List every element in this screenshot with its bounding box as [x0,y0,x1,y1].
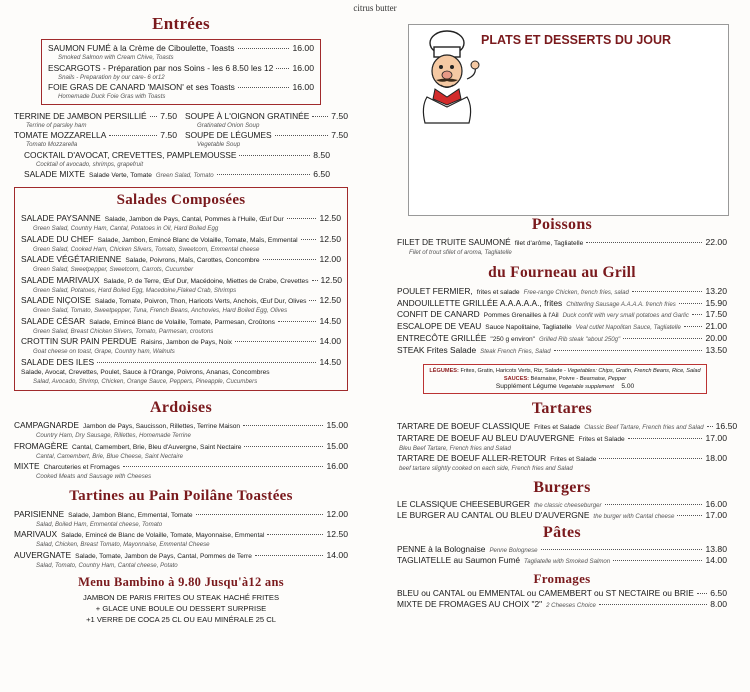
item-desc: Salade, Jambon Blanc, Emmental, Tomate [68,511,193,519]
item-desc: Salade, Jambon, Emincé Blanc de Volaille, Tomate, Maïs, Emmental [97,236,298,244]
menu-item [397,588,727,599]
item-name: TARTARE DE BOEUF CLASSIQUE [397,420,531,431]
menu-item [21,213,341,225]
item-desc: Sauce Napolitaine, Tagliatelle [485,324,572,331]
item-price: 21.00 [705,321,727,331]
dot-leader [301,239,317,240]
item-price: 17.50 [705,309,727,319]
menu-item [48,43,314,54]
item-price: 15.00 [326,420,348,430]
item-name: PARISIENNE [14,508,65,519]
item-price: 14.50 [319,356,341,367]
item-name: CONFIT DE CANARD [397,309,480,319]
menu-item [21,316,341,328]
item-desc-en: Homemade Duck Foie Gras with Toasts [58,93,166,100]
item-price: 14.00 [326,549,348,560]
menu-item [14,420,348,432]
menu-item [21,254,341,266]
item-price: 13.20 [705,285,727,296]
item-desc: Charcuteries et Fromages [43,464,120,471]
menu-item [14,111,177,122]
item-price: 17.00 [705,510,727,520]
bambino-line: JAMBON DE PARIS FRITES OU STEAK HACHÉ FRITES [82,593,280,602]
item-price: 13.80 [705,543,727,554]
item-price: 7.50 [160,130,177,140]
item-desc: Raisins, Jambon de Pays, Noix [140,339,232,346]
menu-item [397,333,727,345]
item-desc-en: Grilled Rib steak "about 250g" [539,336,621,343]
item-desc-en: Goat cheese on toast, Grape, Country ham, Walnuts [33,348,175,355]
item-price: 13.50 [705,345,727,355]
item-desc-en: Cooked Meats and Sausage with Cheeses [36,473,152,480]
menu-item [21,295,341,307]
fourneau-list [397,286,727,357]
item-desc-en: Green Salad, Tomato, Sweetpepper, Tuna, French Beans, Anchovies, Hard Boiled Egg, Olives [33,307,288,314]
menu-item [14,461,348,473]
dot-leader [267,534,323,535]
item-desc-en: Filet of trout sfilet of aroma, Tagliatelle [409,249,512,256]
item-desc-en: Salad, Boiled Ham, Emmental cheese, Tomato [36,520,163,528]
dot-leader [586,242,702,243]
item-price: 16.50 [715,420,738,431]
poissons-title: Poissons [531,216,593,233]
menu-item [185,111,348,122]
menu-item [397,309,727,321]
entrees-box [41,39,321,105]
dot-leader [278,321,317,322]
item-price: 12.50 [319,233,341,244]
entrees-extra [14,150,330,182]
item-name: ESCALOPE DE VEAU [397,321,482,331]
supplement-price: 5.00 [621,382,635,390]
supplement-fr: Supplément Légume [495,382,557,390]
item-desc-en: Free-range Chicken, french fries, salad [523,288,629,296]
menu-item [14,441,348,453]
entrees-pair-cell [185,130,348,150]
bambino-lines [14,592,348,625]
menu-item [397,420,738,433]
item-desc-en: Country Ham, Dry Sausage, Rillettes, Homemade Terrine [36,432,191,439]
item-desc: Jambon de Pays, Saucisson, Rillettes, Terrine Maison [83,423,241,430]
menu-item [397,237,727,249]
fourneau-title: du Fourneau au Grill [488,263,636,281]
item-name: AUVERGNATE [14,549,72,560]
dot-leader [623,338,702,339]
item-desc: Frites et Salade [550,456,597,463]
item-desc: Salade, Poivrons, Maïs, Carottes, Concombre [125,257,260,264]
item-desc-en: Salad, Avocado, Shrimp, Chicken, Orange Sauce, Peppers, Pineapple, Cucumbers [33,377,258,385]
legumes-label: LÉGUMES: [429,367,459,374]
item-price: 16.00 [292,62,314,73]
dot-leader [238,87,290,88]
dot-leader [255,555,324,556]
tartines-title: Tartines au Pain Poilâne Toastées [69,487,293,504]
menu-item [397,499,727,511]
entrees-pair-cell [185,111,348,131]
item-desc-en: Terrine of parsley ham [26,121,87,129]
item-desc-en: Salad, Tomato, Country Ham, Cantal cheese, Potato [36,561,178,569]
item-desc-en: Green Salad, Cooked Ham, Chicken Slivers, Tomato, Sweetcorn, Emmental cheese [33,245,260,253]
menu-item [397,286,727,298]
burgers-list [397,499,727,522]
item-price: 6.50 [313,169,330,179]
item-name: SOUPE À L'OIGNON GRATINÉE [185,110,310,121]
item-desc-en: Vegetable Soup [197,141,241,148]
item-price: 7.50 [331,110,348,121]
item-name: SALADE CÉSAR [21,315,86,326]
item-desc: Salade, Tomate, Poivron, Thon, Haricots Verts, Anchois, Œuf Dur, Olives [94,298,307,305]
item-desc: Salade, Emincé Blanc de Volaille, Tomate, Parmesan, Croûtons [89,318,275,326]
dot-leader [554,350,703,351]
item-name: TARTARE DE BOEUF ALLER-RETOUR [397,453,547,463]
entrees-pair-row [14,111,348,131]
dot-leader [244,446,323,447]
ardoises-list [14,420,348,482]
item-desc-en: Duck confit with very small potatoes and Garlic [562,312,689,319]
item-desc: Salade, Tomate, Jambon de Pays, Cantal, Pommes de Terre [75,552,252,560]
item-name: SALADE NIÇOISE [21,295,91,305]
item-desc-en: Penne Bolognese [489,546,538,554]
dot-leader [235,341,317,342]
menu-item [397,298,727,310]
legumes-fr: Frites, Gratin, Haricots Verts, Riz, Salade - [460,367,566,374]
entrees-pair-row [14,130,348,150]
menu-item [397,599,727,611]
item-name: COCKTAIL D'AVOCAT, CREVETTES, PAMPLEMOUSSE [24,149,237,160]
menu-item [14,550,348,562]
item-desc-en: the burger with Cantal cheese [593,513,675,520]
item-desc-en: Bleu Beef Tartare, French fries and Salad [399,444,511,452]
item-name: TERRINE DE JAMBON PERSILLIÉ [14,110,147,121]
item-name: ANDOUILLETTE GRILLÉE A.A.A.A.A., frites [397,297,563,308]
dot-leader [679,303,703,304]
chef-icon [417,27,481,127]
supplement-en: Vegetable supplement [558,383,614,390]
item-desc-en: Salad, Chicken, Breast Tomato, Mayonnaise, Emmental Cheese [36,541,210,548]
item-desc-en: Green Salad, Breast Chicken Slivers, Tomato, Parmesan, croutons [33,327,214,335]
menu-item [21,336,341,348]
item-price: 12.00 [319,254,341,264]
item-desc: Salade, Avocat, Crevettes, Poulet, Sauce à l'Orange, Poivrons, Ananas, Concombres [21,368,270,376]
salades-title: Salades Composées [116,192,246,208]
item-name: SALADE DU CHEF [21,233,94,244]
dot-leader [123,466,324,467]
dot-leader [312,116,328,117]
pates-list [397,544,727,567]
dot-leader [312,280,318,281]
menu-item [24,150,330,161]
item-name: SALADE MIXTE [24,169,85,179]
item-name: LE BURGER AU CANTAL OU BLEU D'AUVERGNE [397,510,590,520]
menu-item [397,433,727,445]
dot-leader [275,135,329,136]
salades-list [21,213,341,386]
item-desc-en: Chitterling Sausage A.A.A.A. french fries [566,300,676,308]
item-desc: Salade, P. de Terre, Œuf Dur, Macédoine, Miettes de Crabe, Crevettes [103,277,309,285]
item-name: STEAK Frites Salade [397,345,477,355]
item-name: SOUPE DE LÉGUMES [185,130,272,140]
menu-item [21,275,341,287]
entrees-pair-cell [14,111,177,131]
item-price: 12.50 [326,529,348,539]
item-name: SALADE DES ILES [21,356,95,367]
dot-leader [613,560,702,561]
item-price: 20.00 [705,333,727,343]
item-name: FOIE GRAS DE CANARD 'MAISON' et ses Toasts [48,82,235,92]
item-desc-en: Smoked Salmon with Cream Chive, Toasts [58,54,174,61]
menu-item [397,453,727,465]
item-name: SALADE VÉGÉTARIENNE [21,254,122,264]
item-name: LE CLASSIQUE CHEESEBURGER [397,498,531,509]
item-price: 16.00 [326,461,348,471]
item-desc: "250 g environ" [490,336,535,343]
item-price: 16.00 [292,43,314,53]
item-desc: Cantal, Camembert, Brie, Bleu d'Auvergne, Saint Nectaire [71,443,242,451]
dot-leader [263,259,317,260]
dot-leader [97,362,316,363]
item-name: SALADE MARIVAUX [21,274,100,285]
tartares-list [397,420,738,474]
item-desc: Pommes Grenailles à l'Ail [483,312,559,319]
menu-item [185,130,348,141]
bambino-line: +1 VERRE DE COCA 25 CL OU EAU MINÉRALE 25 CL [86,615,276,624]
item-desc: filet d'arôme, Tagliatelle [514,240,584,247]
dot-leader [287,218,317,219]
poissons-list [397,237,727,258]
dot-leader [238,48,290,49]
item-price: 8.00 [710,598,727,609]
fromages-list [397,588,727,611]
plats-title: PLATS ET DESSERTS DU JOUR [481,33,672,47]
menu-item [21,234,341,246]
item-desc-en: Veal cutlet Napolitan Sauce, Tagliatelle [575,324,681,331]
item-price: 15.00 [326,440,348,451]
item-name: BLEU ou CANTAL ou EMMENTAL ou CAMEMBERT ou ST NECTAIRE ou BRIE [397,587,694,598]
item-desc-en: Green Salad, Tomato [155,172,214,179]
item-price: 16.00 [705,498,727,509]
legumes-box [423,364,707,394]
item-price: 7.50 [160,110,177,121]
dot-leader [632,291,703,292]
dot-leader [697,593,707,594]
dot-leader [217,174,311,175]
menu-item [397,510,727,522]
pates-title: Pâtes [543,523,581,541]
item-name: MIXTE [14,461,40,471]
item-price: 14.50 [319,315,341,326]
menu-item [48,63,314,74]
item-price: 8.50 [313,149,330,160]
item-desc-en: Gratinated Onion Soup [197,121,260,129]
item-desc: frites et salade [476,288,520,296]
item-price: 7.50 [331,130,348,140]
dot-leader [684,326,703,327]
menu-item [397,321,727,333]
item-name: FROMAGÈRE [14,440,68,451]
left-column [14,14,348,625]
item-desc: Salade Verte, Tomate [88,172,152,179]
item-price: 16.00 [292,82,314,92]
dot-leader [276,68,289,69]
item-name: TAGLIATELLE au Saumon Fumé [397,555,521,565]
item-price: 17.00 [705,432,727,443]
dot-leader [109,135,157,136]
item-price: 14.00 [705,555,727,565]
plats-du-jour-box [408,24,729,216]
bambino-line: + GLACE UNE BOULE OU DESSERT SURPRISE [95,604,267,613]
item-price: 12.50 [319,295,341,305]
dot-leader [677,515,702,516]
item-name: TOMATE MOZZARELLA [14,130,107,140]
item-desc: Frites et Salade [534,423,581,431]
item-price: 22.00 [705,237,727,247]
item-desc: Frites et Salade [578,435,625,443]
item-name: ESCARGOTS - Préparation par nos Soins - les 6 8.50 les 12 [48,62,274,73]
item-desc-en: Steak French Fries, Salad [480,348,551,355]
right-column [397,216,738,610]
item-name: CAMPAGNARDE [14,420,79,430]
item-desc-en: Snails - Preparation by our care- 6 or12 [58,73,165,81]
dot-leader [605,504,703,505]
entrees-pair-cell [14,130,177,150]
item-desc-en: Green Salad, Country Ham, Cantal, Potatoes in Oil, Hard Boiled Egg [33,225,219,232]
item-desc: Salade, Emincé de Blanc de Volaille, Tomate, Mayonnaise, Emmental [61,532,265,539]
menu-item [14,130,177,141]
menu-item [24,169,330,181]
dot-leader [628,438,703,439]
burgers-title: Burgers [533,478,591,496]
sauces-fr: Béarnaise, Poivre - [530,375,579,382]
item-price: 18.00 [705,453,727,463]
item-desc-en: Cocktail of avocado, shrimps, grapefruit [36,160,144,168]
item-name: SAUMON FUMÉ à la Crème de Ciboulette, Toasts [48,43,235,53]
item-price: 6.50 [710,587,727,598]
item-desc-en: Tagliatelle with Smoked Salmon [524,558,611,565]
item-price: 14.00 [319,336,341,346]
dot-leader [599,458,702,459]
entrees-title: Entrées [152,14,210,33]
item-desc-en: Green Salad, Potatoes, Hard Boiled Egg, Macedoine,Flaked Crab, Shrimps [33,286,237,294]
menu-item [14,509,348,521]
ardoises-title: Ardoises [150,399,212,416]
item-name: MARIVAUX [14,529,58,539]
fromages-title: Fromages [533,570,591,586]
item-desc-en: Tomato Mozzarella [26,141,78,148]
item-name: ENTRECÔTE GRILLÉE [397,333,487,343]
item-price: 12.00 [326,508,348,519]
dot-leader [243,425,323,426]
dot-leader [599,604,707,605]
item-desc-en: the classic cheeseburger [534,501,602,509]
tartines-list [14,509,348,571]
dot-leader [692,314,703,315]
item-desc-en: beef tartare slightly cooked on each side, French fries and Salad [399,465,573,472]
item-price: 15.90 [705,297,727,308]
item-name: POULET FERMIER, [397,285,473,296]
item-name: FILET DE TRUITE SAUMONÉ [397,237,511,247]
item-name: MIXTE DE FROMAGES AU CHOIX "2" [397,598,543,609]
menu-item [397,544,727,556]
dot-leader [239,155,310,156]
sauces-label: SAUCES: [503,375,530,382]
item-name: CROTTIN SUR PAIN PERDUE [21,336,137,346]
salades-box [14,187,348,391]
top-caption: citrus butter [353,3,397,13]
item-price: 12.50 [319,213,341,223]
item-name: PENNE à la Bolognaise [397,543,486,554]
item-desc-en: Cantal, Camembert, Brie, Blue Cheese, Saint Nectaire [36,452,183,460]
dot-leader [707,426,713,427]
item-desc: Salade, Jambon de Pays, Cantal, Pommes à l'Huile, Œuf Dur [104,216,284,223]
dot-leader [309,300,316,301]
menu-item [21,357,341,368]
menu-item [397,555,727,567]
item-desc-en: Green Salad, Sweetpepper, Sweetcorn, Carrots, Cucumber [33,266,194,273]
item-desc-en: Classic Beef Tartare, French fries and Salad [584,423,704,431]
dot-leader [150,116,158,117]
item-price: 12.50 [320,274,343,285]
dot-leader [541,549,703,550]
entrees-pairs [14,111,348,150]
item-name: SALADE PAYSANNE [21,213,101,223]
legumes-en: Vegetables: Chips, Gratin, French Beans, Rice, Salad [567,367,701,374]
menu-item [48,82,314,93]
sauces-en: Bearnaise, Pepper [579,375,627,382]
item-name: TARTARE DE BOEUF AU BLEU D'AUVERGNE [397,432,575,443]
dot-leader [196,514,324,515]
item-desc-en: 2 Cheeses Choice [546,601,596,609]
bambino-title: Menu Bambino à 9.80 Jusqu'à12 ans [78,575,284,589]
menu-item [14,529,348,541]
tartares-title: Tartares [531,399,593,417]
menu-item [397,345,727,357]
